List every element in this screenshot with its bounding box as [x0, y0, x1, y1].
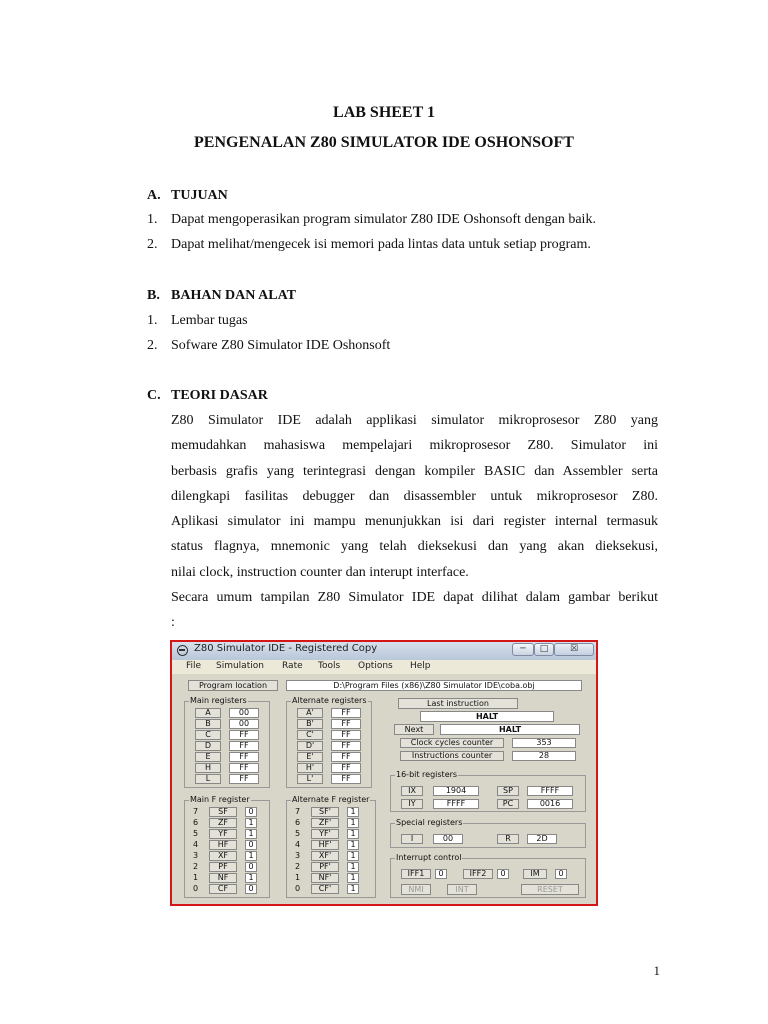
- flag-value: 1: [245, 873, 257, 883]
- register-value: FF: [229, 752, 259, 762]
- list-item: [147, 313, 248, 329]
- iff2-value: 0: [497, 869, 509, 879]
- register-name-button[interactable]: D': [297, 741, 323, 751]
- window-titlebar: [172, 642, 596, 660]
- section-c-title: TEORI DASAR: [171, 388, 268, 403]
- flag-name-button[interactable]: NF: [209, 873, 237, 883]
- next-instruction-field: HALT: [440, 724, 580, 735]
- register-name-button[interactable]: D: [195, 741, 221, 751]
- 16bit-registers-group: [390, 770, 586, 812]
- paragraph-line: memudahkan mahasiswa mempelajari mikroprosesor Z80. Simulator ini: [171, 438, 658, 454]
- flag-name-button[interactable]: HF: [209, 840, 237, 850]
- register-value: FF: [331, 774, 361, 784]
- pc-register-value: 0016: [527, 799, 573, 809]
- iy-register-button[interactable]: IY: [401, 799, 423, 809]
- section-b-heading: [147, 288, 296, 304]
- flag-bit-number: 0: [193, 884, 199, 893]
- main-f-register-group: [184, 795, 270, 898]
- register-value: FF: [331, 763, 361, 773]
- flag-value: 0: [245, 884, 257, 894]
- flag-value: 1: [347, 840, 359, 850]
- flag-name-button[interactable]: CF: [209, 884, 237, 894]
- register-value: FF: [331, 719, 361, 729]
- int-button[interactable]: INT: [447, 884, 477, 895]
- register-name-button[interactable]: H': [297, 763, 323, 773]
- flag-value: 0: [245, 840, 257, 850]
- group-label: 16-bit registers: [396, 770, 458, 779]
- menu-simulation[interactable]: Simulation: [216, 661, 264, 671]
- paragraph-line: Secara umum tampilan Z80 Simulator IDE dapat dilihat dalam gambar berikut: [171, 590, 658, 606]
- menu-options[interactable]: Options: [358, 661, 393, 671]
- flag-value: 0: [245, 807, 257, 817]
- register-name-button[interactable]: C: [195, 730, 221, 740]
- register-value: FF: [331, 752, 361, 762]
- flag-value: 1: [347, 873, 359, 883]
- section-c-heading: [147, 388, 268, 404]
- flag-bit-number: 6: [193, 818, 199, 827]
- group-label: Special registers: [396, 818, 463, 827]
- flag-name-button[interactable]: SF: [209, 807, 237, 817]
- program-location-button[interactable]: Program location: [188, 680, 278, 691]
- flag-bit-number: 3: [295, 851, 301, 860]
- instructions-counter-button[interactable]: Instructions counter: [400, 751, 504, 761]
- special-registers-group: [390, 818, 586, 848]
- flag-value: 1: [245, 829, 257, 839]
- paragraph-line: :: [171, 615, 175, 631]
- list-text: Sofware Z80 Simulator IDE Oshonsoft: [171, 338, 391, 353]
- menu-rate[interactable]: Rate: [282, 661, 303, 671]
- r-register-value: 2D: [527, 834, 557, 844]
- register-name-button[interactable]: B: [195, 719, 221, 729]
- flag-name-button[interactable]: ZF': [311, 818, 339, 828]
- ix-register-button[interactable]: IX: [401, 786, 423, 796]
- menu-tools[interactable]: Tools: [318, 661, 341, 671]
- simulator-body: [172, 674, 596, 906]
- flag-name-button[interactable]: HF': [311, 840, 339, 850]
- page-number: 1: [653, 963, 660, 978]
- i-register-button[interactable]: I: [401, 834, 423, 844]
- paragraph-line: Z80 Simulator IDE adalah applikasi simulator mikroprosesor Z80 yang: [171, 413, 658, 428]
- register-name-button[interactable]: H: [195, 763, 221, 773]
- list-number: 1.: [147, 313, 158, 328]
- section-b-title: BAHAN DAN ALAT: [171, 288, 296, 303]
- app-icon: [177, 645, 188, 656]
- register-value: FF: [229, 763, 259, 773]
- flag-name-button[interactable]: XF': [311, 851, 339, 861]
- register-name-button[interactable]: A': [297, 708, 323, 718]
- reset-button[interactable]: RESET: [521, 884, 579, 895]
- flag-name-button[interactable]: XF: [209, 851, 237, 861]
- flag-bit-number: 7: [295, 807, 301, 816]
- flag-value: 0: [245, 862, 257, 872]
- flag-bit-number: 3: [193, 851, 199, 860]
- interrupt-control-group: [390, 853, 586, 898]
- program-location-field: D:\Program Files (x86)\Z80 Simulator IDE\coba.obj: [286, 680, 582, 691]
- register-name-button[interactable]: E: [195, 752, 221, 762]
- clock-cycles-button[interactable]: Clock cycles counter: [400, 738, 504, 748]
- paragraph-line: nilai clock, instruction counter dan interupt interface.: [171, 564, 469, 580]
- iff1-button[interactable]: IFF1: [401, 869, 431, 879]
- minimize-button[interactable]: ─: [512, 643, 534, 656]
- list-text: Dapat mengoperasikan program simulator Z80 IDE Oshonsoft dengan baik.: [171, 212, 596, 227]
- main-registers-group: [184, 696, 270, 788]
- menu-file[interactable]: File: [186, 661, 202, 671]
- section-c-label: C.: [147, 388, 161, 403]
- flag-value: 1: [245, 818, 257, 828]
- register-value: FF: [331, 741, 361, 751]
- list-text: Lembar tugas: [171, 313, 248, 328]
- list-item: [147, 237, 591, 253]
- flag-bit-number: 1: [295, 873, 301, 882]
- menu-bar: [172, 660, 596, 674]
- flag-value: 1: [347, 862, 359, 872]
- register-name-button[interactable]: B': [297, 719, 323, 729]
- paragraph-line: Aplikasi simulator ini mampu menunjukkan isi dari register internal termasuk: [171, 514, 658, 530]
- paragraph-line: berbasis grafis yang terintegrasi dengan kompiler BASIC dan Assembler serta: [171, 463, 658, 479]
- flag-bit-number: 5: [295, 829, 301, 838]
- next-button[interactable]: Next: [394, 724, 434, 735]
- list-number: 2.: [147, 237, 158, 252]
- register-name-button[interactable]: L: [195, 774, 221, 784]
- section-b-label: B.: [147, 288, 160, 303]
- flag-value: 1: [245, 851, 257, 861]
- flag-bit-number: 2: [295, 862, 301, 871]
- iff2-button[interactable]: IFF2: [463, 869, 493, 879]
- register-name-button[interactable]: L': [297, 774, 323, 784]
- flag-value: 1: [347, 884, 359, 894]
- alternate-registers-group: [286, 696, 372, 788]
- sp-register-value: FFFF: [527, 786, 573, 796]
- flag-name-button[interactable]: ZF: [209, 818, 237, 828]
- section-a-heading: [147, 188, 228, 204]
- list-number: 2.: [147, 338, 158, 353]
- flag-value: 1: [347, 851, 359, 861]
- flag-name-button[interactable]: PF: [209, 862, 237, 872]
- flag-name-button[interactable]: YF: [209, 829, 237, 839]
- nmi-button[interactable]: NMI: [401, 884, 431, 895]
- pc-register-button[interactable]: PC: [497, 799, 519, 809]
- last-instruction-button[interactable]: Last instruction: [398, 698, 518, 709]
- list-item: [147, 338, 390, 354]
- register-name-button[interactable]: C': [297, 730, 323, 740]
- window-title: Z80 Simulator IDE - Registered Copy: [194, 643, 378, 654]
- group-label: Main F register: [190, 795, 250, 804]
- flag-bit-number: 4: [193, 840, 199, 849]
- i-register-value: 00: [433, 834, 463, 844]
- document-subtitle: PENGENALAN Z80 SIMULATOR IDE OSHONSOFT: [194, 134, 574, 151]
- paragraph-line: dilengkapi fasilitas debugger dan disassembler untuk mikroprosesor Z80.: [171, 488, 658, 504]
- flag-value: 1: [347, 818, 359, 828]
- register-value: FF: [331, 730, 361, 740]
- last-instruction-field: HALT: [420, 711, 554, 722]
- simulator-screenshot: [170, 640, 598, 906]
- register-value: FF: [229, 741, 259, 751]
- register-value: FF: [229, 730, 259, 740]
- flag-value: 1: [347, 807, 359, 817]
- list-text: Dapat melihat/mengecek isi memori pada lintas data untuk setiap program.: [171, 237, 591, 252]
- register-value: FF: [229, 774, 259, 784]
- group-label: Main registers: [190, 696, 247, 705]
- alternate-f-register-group: [286, 795, 376, 898]
- theory-paragraph: [171, 408, 658, 636]
- flag-bit-number: 4: [295, 840, 301, 849]
- list-item: [147, 212, 596, 228]
- menu-help[interactable]: Help: [410, 661, 431, 671]
- flag-bit-number: 5: [193, 829, 199, 838]
- flag-bit-number: 0: [295, 884, 301, 893]
- flag-bit-number: 2: [193, 862, 199, 871]
- instructions-counter-value: 28: [512, 751, 576, 761]
- group-label: Alternate registers: [292, 696, 367, 705]
- im-button[interactable]: IM: [523, 869, 547, 879]
- im-value: 0: [555, 869, 567, 879]
- ix-register-value: 1904: [433, 786, 479, 796]
- group-label: Interrupt control: [396, 853, 462, 862]
- register-name-button[interactable]: E': [297, 752, 323, 762]
- register-value: FF: [331, 708, 361, 718]
- flag-bit-number: 7: [193, 807, 199, 816]
- clock-cycles-value: 353: [512, 738, 576, 748]
- section-a-title: TUJUAN: [171, 188, 228, 203]
- group-label: Alternate F register: [292, 795, 370, 804]
- flag-name-button[interactable]: PF': [311, 862, 339, 872]
- list-number: 1.: [147, 212, 158, 227]
- lab-sheet-title: LAB SHEET 1: [333, 104, 435, 121]
- flag-name-button[interactable]: NF': [311, 873, 339, 883]
- close-button[interactable]: ☒: [554, 643, 594, 656]
- iy-register-value: FFFF: [433, 799, 479, 809]
- flag-value: 1: [347, 829, 359, 839]
- flag-name-button[interactable]: SF': [311, 807, 339, 817]
- register-value: 00: [229, 708, 259, 718]
- register-name-button[interactable]: A: [195, 708, 221, 718]
- flag-bit-number: 1: [193, 873, 199, 882]
- flag-name-button[interactable]: YF': [311, 829, 339, 839]
- sp-register-button[interactable]: SP: [497, 786, 519, 796]
- flag-name-button[interactable]: CF': [311, 884, 339, 894]
- maximize-button[interactable]: □: [534, 643, 554, 656]
- iff1-value: 0: [435, 869, 447, 879]
- r-register-button[interactable]: R: [497, 834, 519, 844]
- section-a-label: A.: [147, 188, 161, 203]
- flag-bit-number: 6: [295, 818, 301, 827]
- register-value: 00: [229, 719, 259, 729]
- paragraph-line: status flagnya, mnemonic yang telah dieksekusi dan yang akan dieksekusi,: [171, 539, 658, 555]
